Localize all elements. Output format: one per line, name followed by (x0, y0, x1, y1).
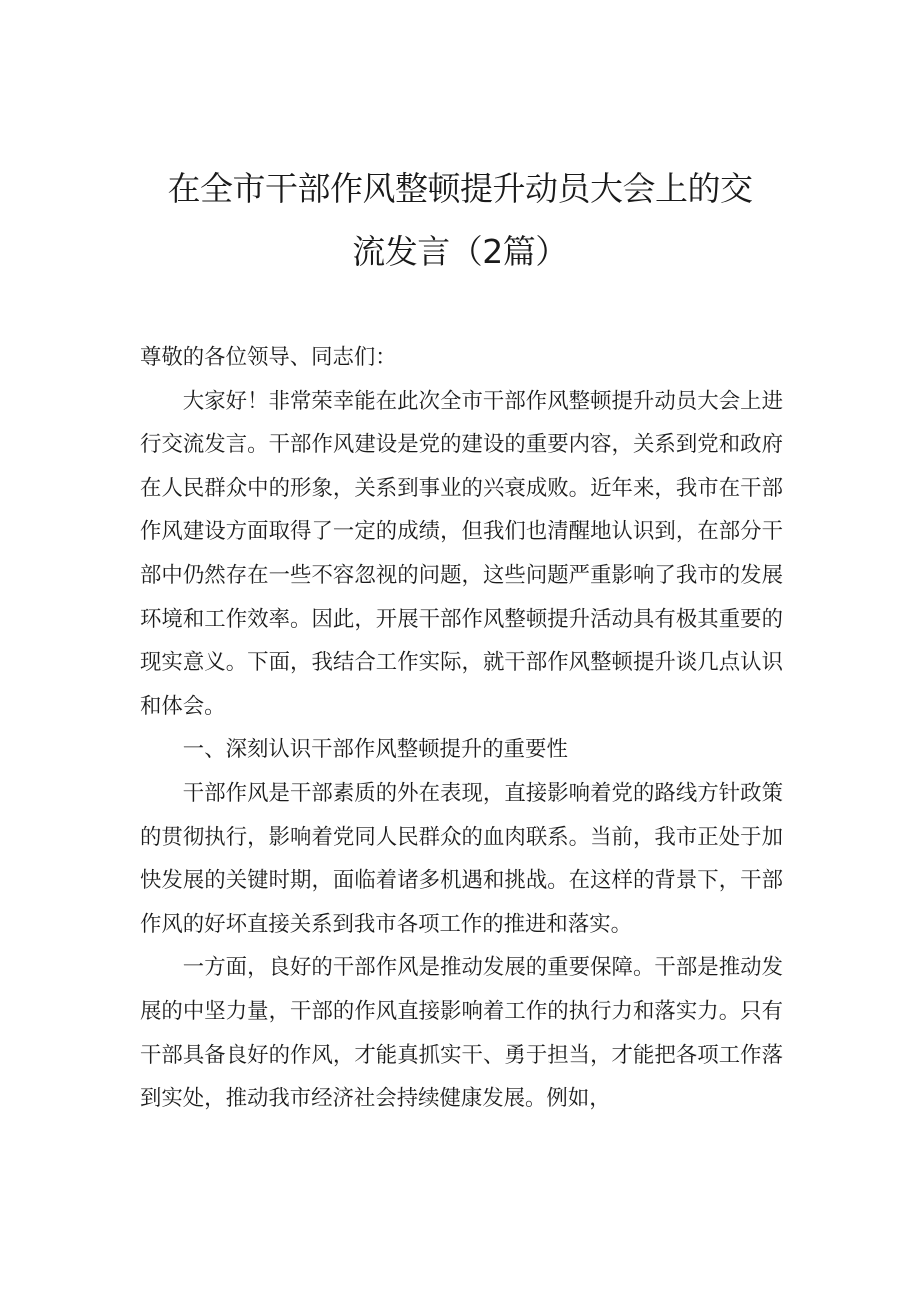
document-title-line1: 在全市干部作风整顿提升动员大会上的交 (167, 169, 753, 208)
document-title-line2: 流发言（2篇） (352, 232, 568, 271)
salutation: 尊敬的各位领导、同志们： (140, 345, 397, 370)
section-paragraph-2: 一方面，良好的干部作风是推动发展的重要保障。干部是推动发展的中坚力量，干部的作风直接影响着工作的执行力和落实力。只有干部具备良好的作风，才能真抓实干、勇于担当，才能把各项工作落到实处，推动我市经济社会持续健康发展。例如， (140, 955, 783, 1112)
document-body (140, 336, 783, 1121)
intro-paragraph: 大家好！非常荣幸能在此次全市干部作风整顿提升动员大会上进行交流发言。干部作风建设是党的建设的重要内容，关系到党和政府在人民群众中的形象，关系到事业的兴衰成败。近年来，我市在干部作风建设方面取得了一定的成绩，但我们也清醒地认识到，在部分干部中仍然存在一些不容忽视的问题，这些问题严重影响了我市的发展环境和工作效率。因此，开展干部作风整顿提升活动具有极其重要的现实意义。下面，我结合工作实际，就干部作风整顿提升谈几点认识和体会。 (140, 388, 783, 719)
section-paragraph-1: 干部作风是干部素质的外在表现，直接影响着党的路线方针政策的贯彻执行，影响着党同人民群众的血肉联系。当前，我市正处于加快发展的关键时期，面临着诸多机遇和挑战。在这样的背景下，干部作风的好坏直接关系到我市各项工作的推进和落实。 (140, 780, 783, 937)
section-heading: 一、深刻认识干部作风整顿提升的重要性 (182, 737, 568, 763)
